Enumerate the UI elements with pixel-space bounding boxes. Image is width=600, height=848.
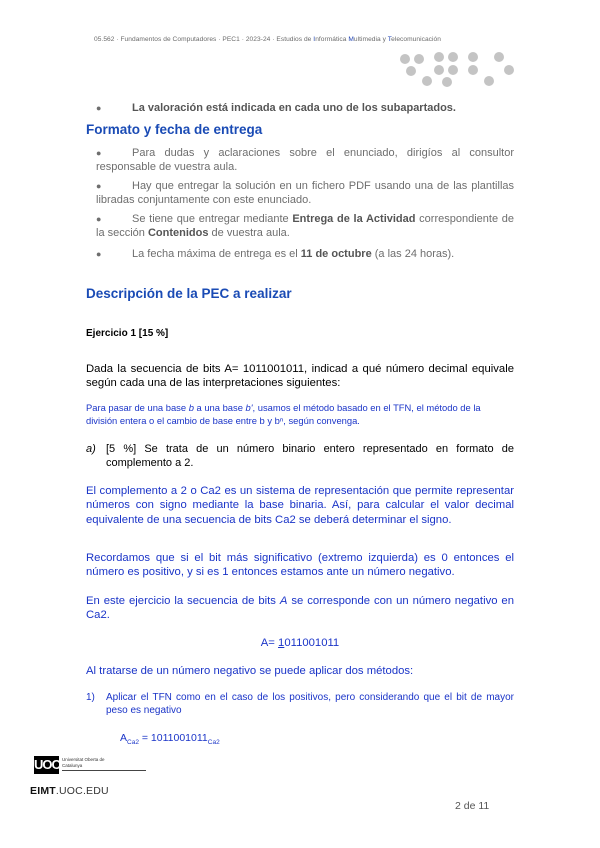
eimt-website: EIMT.UOC.EDU [30, 785, 109, 797]
bullet-entregar: ● Hay que entregar la solución en un fichero PDF usando una de las plantillas libradas conjuntamente con este enunciado. [96, 180, 514, 206]
bullet-text: Se tiene que entregar mediante Entrega de la Actividad correspondiente de la sección Contenidos de vuestra aula. [96, 213, 514, 239]
paragraph-negative: En este ejercicio la secuencia de bits A se corresponde con un número negativo en Ca2. [86, 595, 514, 622]
exercise-intro: Dada la secuencia de bits A= 1011001011, indicad a qué número decimal equivale según cada una de las interpretaciones siguientes: [86, 363, 514, 390]
paragraph-two-methods: Al tratarse de un número negativo se puede aplicar dos métodos: [86, 665, 414, 677]
method-label: 1) [86, 692, 95, 703]
bullet-text: Hay que entregar la solución en un fichero PDF usando una de las plantillas libradas conjuntamente con este enunciado. [96, 180, 514, 206]
page-header [94, 36, 514, 43]
bullet-text: Para dudas y aclaraciones sobre el enunciado, dirigíos al consultor responsable de vuestra aula. [96, 147, 514, 173]
header-studies-prefix: Estudios de [274, 36, 314, 43]
subitem-text: [5 %] Se trata de un número binario entero representado en formato de complemento a 2. [106, 443, 514, 469]
paragraph-msb: Recordamos que si el bit más significativo (extremo izquierda) es 0 entonces el número es positivo, y si es 1 entonces estamos ante un número negativo. [86, 552, 514, 579]
bullet-mediante: ● Se tiene que entregar mediante Entrega de la Actividad correspondiente de la sección Contenidos de vuestra aula. [96, 213, 514, 239]
method-note: Para pasar de una base b a una base b', usamos el método basado en el TFN, el método de la división entera o el cambio de base entre b y bⁿ, según convenga. [86, 402, 481, 426]
exercise-title: Ejercicio 1 [15 %] [86, 328, 169, 339]
uoc-logo [30, 754, 120, 778]
subitem-label: a) [86, 443, 96, 455]
method-text: Aplicar el TFN como en el caso de los positivos, pero considerando que el bit de mayor peso es negativo [106, 692, 514, 716]
decorative-dots-logo [398, 50, 518, 90]
bullet-text: La fecha máxima de entrega es el 11 de octubre (a las 24 horas). [132, 248, 455, 260]
method-1 [86, 691, 514, 717]
header-letter-m: M [348, 36, 354, 43]
header-word-telecomunicacion: elecomunicación [391, 36, 441, 43]
uoc-logo-mark: UOC [34, 757, 60, 772]
subitem-a [86, 442, 514, 470]
uoc-logo-subtitle: Universitat Oberta de Catalunya [62, 757, 105, 768]
header-word-informatica: nformática [315, 36, 349, 43]
header-word-multimedia: ultimedia y [353, 36, 388, 43]
formula-a-ca2: $A_{Ca2} = 1011001011_{Ca2}$ [120, 732, 220, 747]
header-course: 05.562 · Fundamentos de Computadores · PEC1 · 2023-24 · [94, 36, 275, 43]
bullet-text: La valoración está indicada en cada uno de los subapartados. [132, 102, 456, 114]
paragraph-ca2-definition: El complemento a 2 o Ca2 es un sistema de representación que permite representar números con signo mediante la base binaria. Así, para calcular el valor decimal equivalente de una secuencia de bits Ca2 se deberá determinar el signo. [86, 485, 514, 526]
bullet-dudas: ● Para dudas y aclaraciones sobre el enunciado, dirigíos al consultor responsable de vuestra aula. [96, 147, 514, 173]
header-letter-t: T [387, 36, 392, 43]
equation-a: A= 1011001011 [260, 637, 340, 649]
section-title-descripcion: Descripción de la PEC a realizar [86, 286, 292, 301]
page-number: 2 de 11 [455, 800, 490, 812]
bullet-valoracion: ● La valoración está indicada en cada uno de los subapartados. [86, 102, 514, 116]
header-letter-i: I [313, 36, 316, 43]
bullet-fecha: ● La fecha máxima de entrega es el 11 de octubre (a las 24 horas). [86, 248, 514, 262]
section-title-formato: Formato y fecha de entrega [86, 122, 263, 137]
